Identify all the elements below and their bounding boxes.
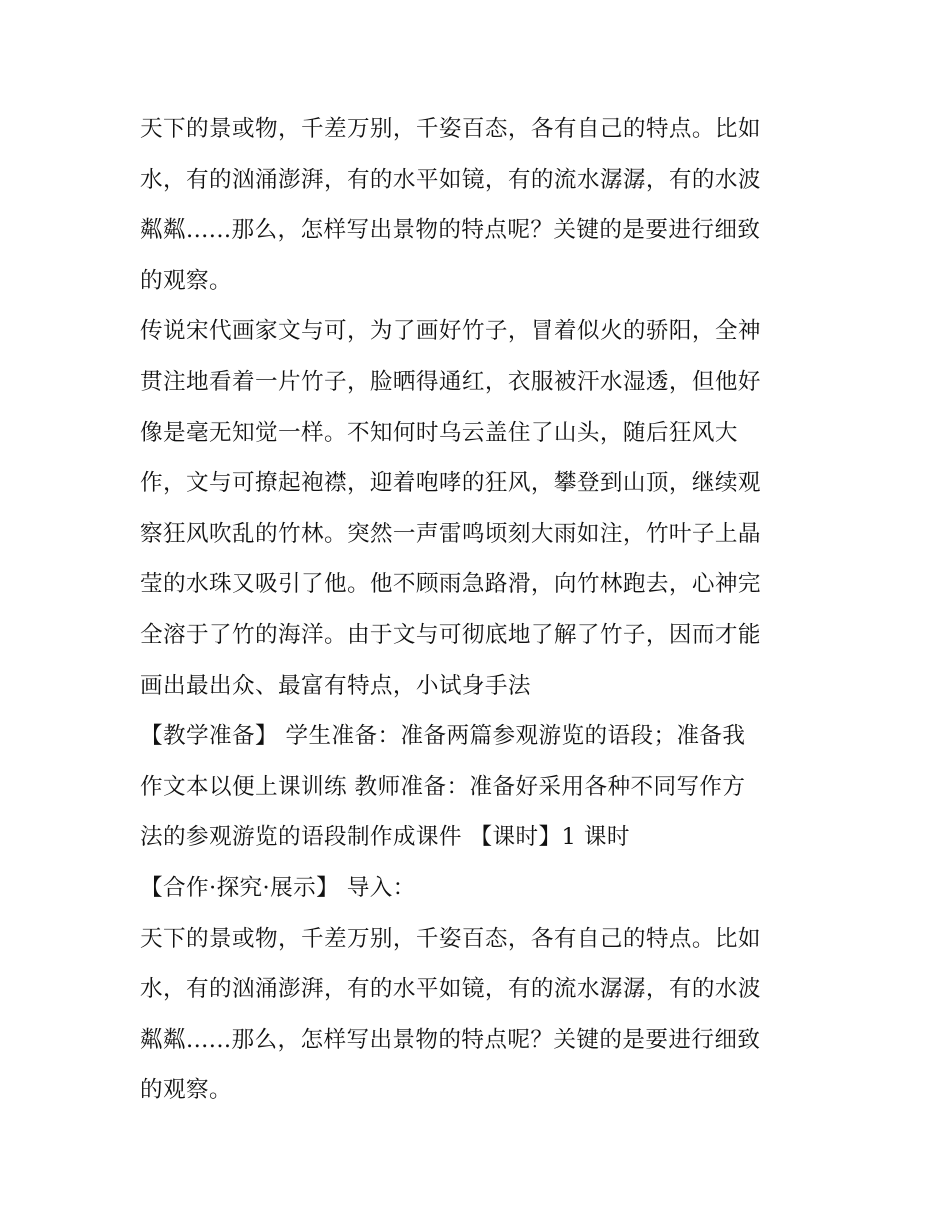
text-line: 的观察。: [140, 267, 232, 294]
text-line: 莹的水珠又吸引了他。他不顾雨急路滑，向竹林跑去，心神完: [140, 571, 761, 598]
text-line: 全溶于了竹的海洋。由于文与可彻底地了解了竹子，因而才能: [140, 621, 761, 648]
text-line: 画出最出众、最富有特点，小试身手法: [140, 672, 531, 699]
text-line: 察狂风吹乱的竹林。突然一声雷鸣顷刻大雨如注，竹叶子上晶: [140, 520, 761, 547]
text-line: 作，文与可撩起袍襟，迎着咆哮的狂风，攀登到山顶，继续观: [140, 470, 761, 497]
intro-paragraph: [140, 104, 812, 306]
text-line: 粼粼......那么，怎样写出景物的特点呢？关键的是要进行细致: [140, 217, 761, 244]
text-line: 传说宋代画家文与可，为了画好竹子，冒着似火的骄阳，全神: [140, 318, 761, 345]
text-line: 的观察。: [140, 1077, 232, 1104]
story-paragraph: [140, 306, 812, 711]
text-line: 作文本以便上课训练 教师准备：准备好采用各种不同写作方: [140, 773, 746, 800]
text-line: 水，有的汹涌澎湃，有的水平如镜，有的流水潺潺，有的水波: [140, 976, 761, 1003]
text-line: 【合作·探究·展示】 导入：: [140, 874, 416, 901]
text-line: 法的参观游览的语段制作成课件 【课时】1 课时: [140, 824, 630, 851]
text-line: 天下的景或物，千差万别，千姿百态，各有自己的特点。比如: [140, 925, 761, 952]
text-line: 像是毫无知觉一样。不知何时乌云盖住了山头，随后狂风大: [140, 419, 738, 446]
text-line: 天下的景或物，千差万别，千姿百态，各有自己的特点。比如: [140, 116, 761, 142]
repeated-intro-paragraph: [140, 914, 812, 1116]
preparation-paragraph: [140, 711, 812, 863]
text-line: 贯注地看着一片竹子，脸晒得通红，衣服被汗水湿透，但他好: [140, 368, 761, 395]
section-heading: [140, 863, 812, 914]
document-page: [140, 104, 812, 1116]
text-line: 水，有的汹涌澎湃，有的水平如镜，有的流水潺潺，有的水波: [140, 166, 761, 193]
text-line: 【教学准备】 学生准备：准备两篇参观游览的语段；准备我: [140, 723, 746, 750]
text-line: 粼粼......那么，怎样写出景物的特点呢？关键的是要进行细致: [140, 1026, 761, 1053]
